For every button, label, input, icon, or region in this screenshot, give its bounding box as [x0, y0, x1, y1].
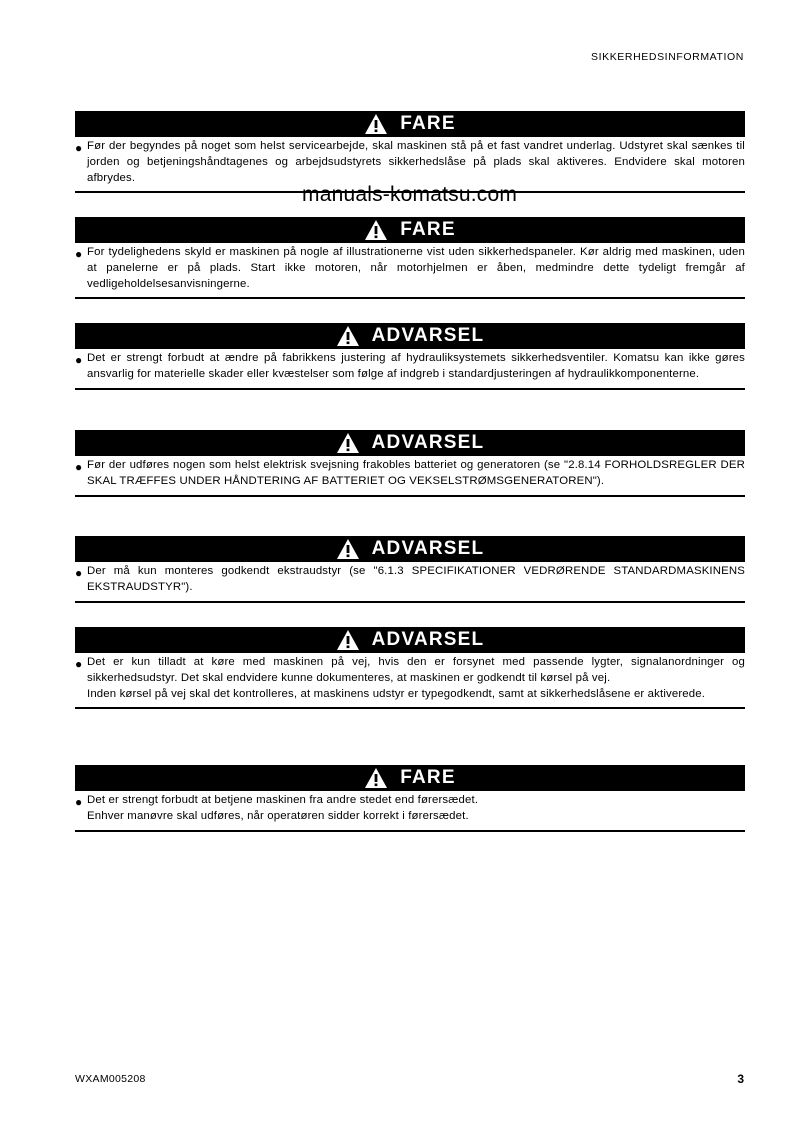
notice-advarsel-1: [75, 323, 745, 390]
notice-header: [75, 430, 745, 456]
notice-header: [75, 111, 745, 137]
notice-header: [75, 536, 745, 562]
notice-text: Inden kørsel på vej skal det kontrolleres, at maskinens udstyr er typegodkendt, samt at sikkerhedslåsene er aktiverede.: [87, 687, 706, 700]
bullet: ●: [75, 566, 83, 580]
bullet: ●: [75, 795, 83, 809]
notice-text: Det er strengt forbudt at ændre på fabrikkens justering af hydrauliksystemets sikkerhedsventiler. Komatsu kan ikke gøres ansvarlig for materielle skader eller kvæstelser som følge af indgreb i standardjusteringen af hydraulikkomponenterne.: [87, 352, 745, 380]
notice-title: ADVARSEL: [371, 538, 485, 559]
notice-fare-1: [75, 111, 745, 193]
notice-text: Der må kun monteres godkendt ekstraudstyr (se "6.1.3 SPECIFIKATIONER VEDRØRENDE STANDARDMASKINENS EKSTRAUDSTYR").: [87, 565, 745, 593]
warning-triangle-icon: [364, 767, 388, 789]
notice-fare-3: [75, 765, 745, 832]
notice-text: Det er kun tilladt at køre med maskinen på vej, hvis den er forsynet med passende lygter, signalanordninger og sikkerhedsudstyr. Det skal endvidere kunne dokumenteres, at maskinen er godkendt til kørsel på vej.: [87, 656, 745, 684]
notice-title: FARE: [400, 113, 456, 134]
warning-triangle-icon: [336, 325, 360, 347]
notice-title: ADVARSEL: [371, 325, 485, 346]
notice-advarsel-2: [75, 430, 745, 497]
notice-text: Før der begyndes på noget som helst servicearbejde, skal maskinen stå på et fast vandret underlag. Udstyret skal sænkes til jorden og betjeningshåndtagenes og arbejdsudstyrets sikkerhedslåse på plads skal aktiveres. Endvidere skal motoren afbrydes.: [87, 140, 745, 184]
notice-advarsel-4: [75, 627, 745, 709]
notice-text: For tydelighedens skyld er maskinen på nogle af illustrationerne vist uden sikkerhedspaneler. Kør aldrig med maskinen, uden at panelerne er på plads. Start ikke motoren, når motorhjelmen er åben, medmindre dette tydeligt fremgår af vedligeholdelsesanvisningerne.: [87, 246, 745, 290]
warning-triangle-icon: [336, 538, 360, 560]
notice-header: [75, 217, 745, 243]
notice-title: ADVARSEL: [371, 432, 485, 453]
notice-title: FARE: [400, 219, 456, 240]
bullet: ●: [75, 247, 83, 261]
bullet: ●: [75, 141, 83, 155]
warning-triangle-icon: [364, 113, 388, 135]
bullet: ●: [75, 657, 83, 671]
document-code: WXAM005208: [75, 1073, 146, 1085]
notice-advarsel-3: [75, 536, 745, 603]
notice-fare-2: [75, 217, 745, 299]
bullet: ●: [75, 460, 83, 474]
warning-triangle-icon: [336, 629, 360, 651]
notice-title: FARE: [400, 767, 456, 788]
bullet: ●: [75, 353, 83, 367]
notice-header: [75, 323, 745, 349]
warning-triangle-icon: [336, 432, 360, 454]
notice-title: ADVARSEL: [371, 629, 485, 650]
watermark: manuals-komatsu.com: [302, 183, 518, 206]
page-number: 3: [737, 1072, 744, 1086]
warning-triangle-icon: [364, 219, 388, 241]
notice-header: [75, 765, 745, 791]
notice-text: Det er strengt forbudt at betjene maskinen fra andre stedet end førersædet.: [87, 794, 479, 806]
notice-text: Enhver manøvre skal udføres, når operatøren sidder korrekt i førersædet.: [87, 809, 469, 822]
notice-header: [75, 627, 745, 653]
section-title: SIKKERHEDSINFORMATION: [590, 51, 744, 63]
notice-text: Før der udføres nogen som helst elektrisk svejsning frakobles batteriet og generatoren (se "2.8.14 FORHOLDSREGLER DER SKAL TRÆFFES UNDER HÅNDTERING AF BATTERIET OG VEKSELSTRØMSGENERATOREN").: [87, 459, 745, 487]
